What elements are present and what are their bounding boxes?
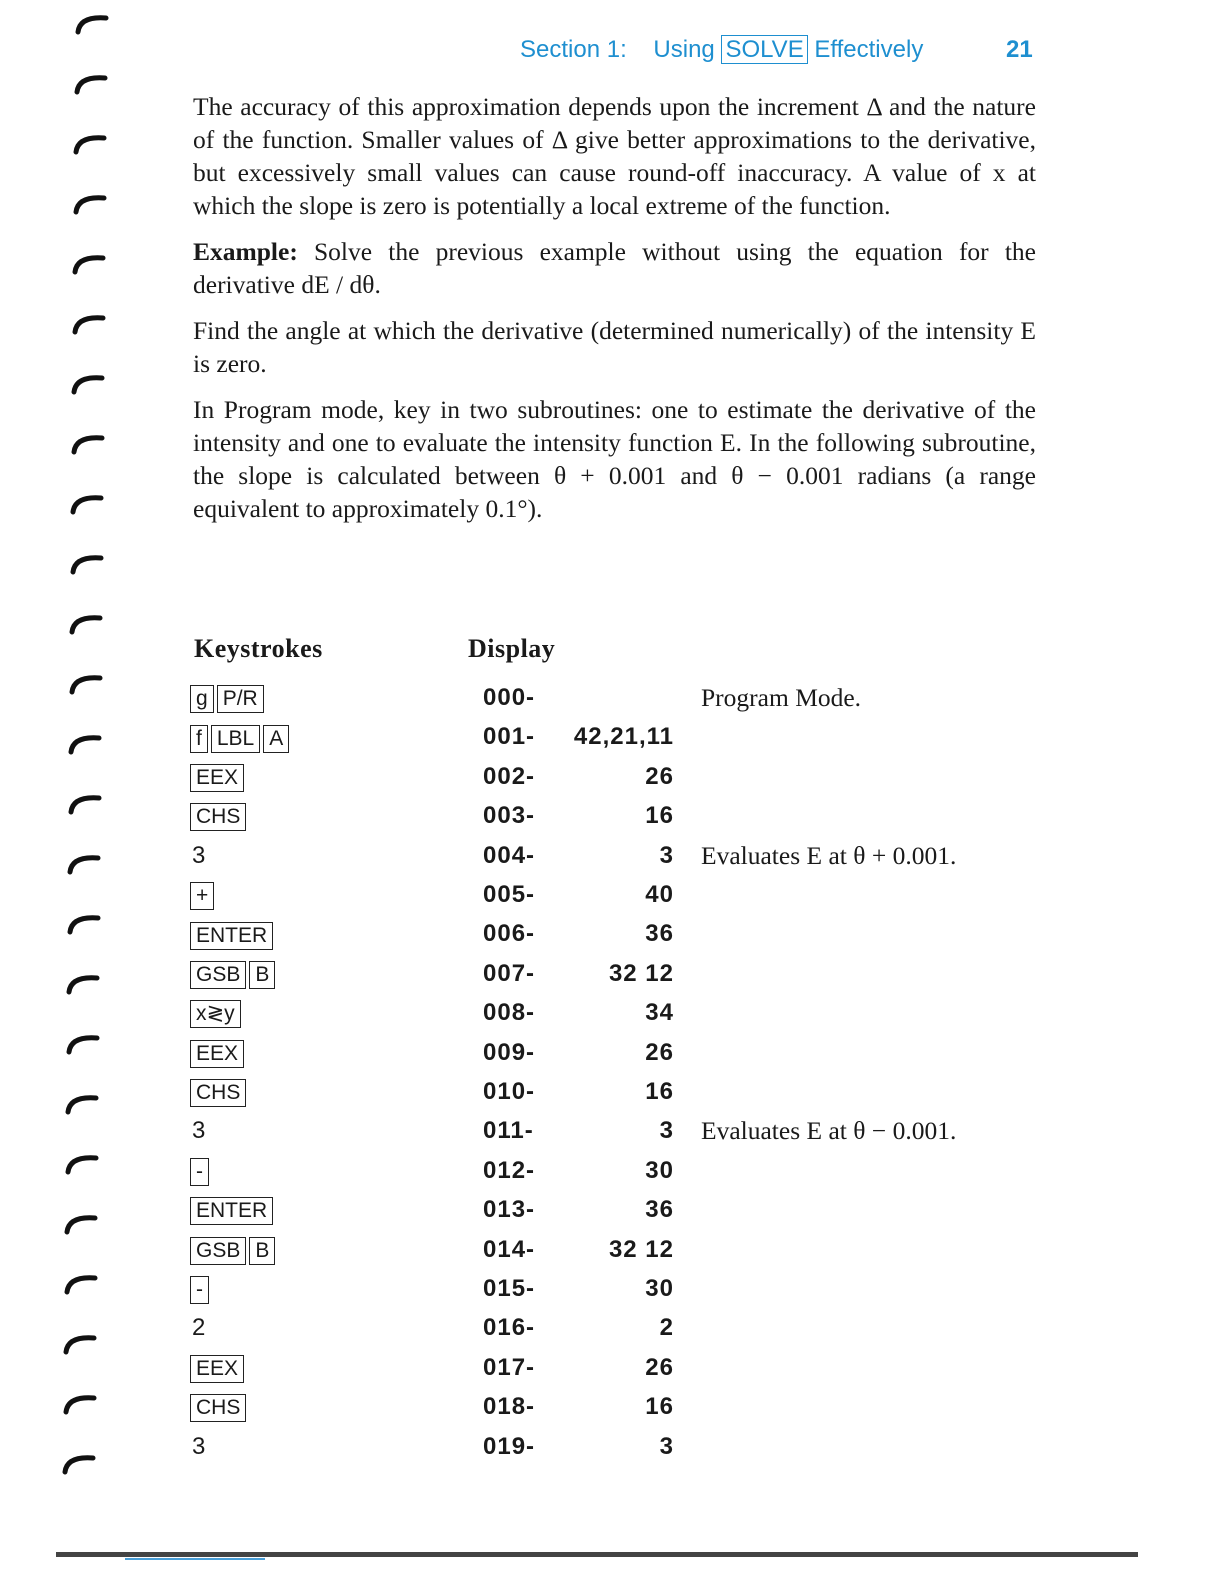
listing-row (0, 1354, 1224, 1394)
key-code: 30 (645, 1275, 674, 1302)
calculator-key: - (190, 1158, 209, 1186)
key-code: 36 (645, 1196, 674, 1224)
keystroke-cell (190, 802, 249, 831)
keystroke-cell (190, 960, 278, 989)
step-number: 010- (483, 1078, 536, 1105)
calculator-key: ENTER (190, 1197, 273, 1225)
calculator-key: CHS (190, 1394, 246, 1422)
listing-row (0, 920, 1224, 960)
digit-keystroke: 3 (192, 1117, 206, 1145)
keystroke-cell (190, 1196, 276, 1225)
header-title-after: Effectively (814, 36, 924, 63)
listing-row (0, 1236, 1224, 1276)
listing-row (0, 723, 1224, 763)
key-code: 34 (645, 999, 674, 1027)
listing-row (0, 1275, 1224, 1315)
listing-row (0, 684, 1224, 724)
digit-keystroke: 3 (192, 1432, 206, 1460)
key-code: 32 12 (608, 1235, 674, 1263)
calculator-key: LBL (211, 725, 260, 753)
keystroke-cell (190, 1275, 212, 1304)
footer-accent (125, 1558, 265, 1560)
keystrokes-heading: Keystrokes (194, 634, 323, 663)
step-number: 008- (483, 999, 536, 1027)
header-solve-key: SOLVE (721, 35, 807, 64)
paragraph-accuracy: The accuracy of this approximation depends upon the increment Δ and the nature of the function. Smaller values of Δ give better approximations to the derivative, but excessively small values can cause round-off inaccuracy. A value of x at which the slope is zero is potentially a local extreme of the function. (193, 92, 1036, 220)
step-number: 007- (483, 959, 536, 987)
key-code: 42,21,11 (573, 723, 674, 751)
listing-row (0, 881, 1224, 921)
key-code: 3 (659, 1432, 674, 1460)
listing-row (0, 1157, 1224, 1197)
key-code: 26 (645, 1038, 674, 1066)
key-code: 16 (645, 1078, 674, 1105)
display-heading: Display (468, 634, 556, 663)
keystroke-cell (190, 684, 267, 713)
key-code: 26 (645, 762, 674, 790)
listing-row (0, 1393, 1224, 1433)
step-number: 019- (483, 1432, 536, 1460)
key-code: 26 (645, 1353, 674, 1381)
key-code: 3 (659, 1117, 674, 1145)
key-code: 36 (645, 920, 674, 948)
step-number: 011- (483, 1117, 534, 1145)
digit-keystroke: 2 (192, 1314, 206, 1342)
calculator-key: EEX (190, 764, 244, 792)
keystroke-cell (190, 723, 292, 752)
step-number: 017- (483, 1353, 536, 1381)
listing-row (0, 1433, 1224, 1473)
calculator-key: B (249, 1237, 275, 1265)
calculator-key: P/R (217, 685, 264, 713)
key-code: 32 12 (608, 959, 674, 987)
calculator-key: A (263, 725, 289, 753)
listing-row (0, 999, 1224, 1039)
calculator-key: EEX (190, 1355, 244, 1383)
key-code: 3 (659, 841, 674, 869)
listing-row (0, 960, 1224, 1000)
step-number: 003- (483, 802, 536, 830)
step-number: 016- (483, 1314, 536, 1342)
calculator-key: EEX (190, 1040, 244, 1068)
keystroke-cell (190, 763, 247, 792)
footer-rule (56, 1552, 1138, 1557)
keystroke-cell (190, 1433, 205, 1461)
paragraph-program-mode: In Program mode, key in two subroutines: one to estimate the derivative of the intensity and one to evaluate the intensity function E. In the following subroutine, the slope is calculated between θ + 0.001 and θ − 0.001 radians (a range equivalent to approximately 0.1°). (193, 395, 1036, 523)
step-number: 005- (483, 881, 536, 908)
paragraph-find-angle: Find the angle at which the derivative (determined numerically) of the intensity E is zero. (193, 316, 1036, 378)
listing-row (0, 1039, 1224, 1079)
paragraph-example (193, 235, 1036, 301)
listing-row (0, 802, 1224, 842)
step-number: 014- (483, 1235, 536, 1263)
example-label: Example: (193, 237, 298, 266)
keystroke-cell (190, 881, 217, 910)
key-code: 16 (645, 1393, 674, 1421)
keystroke-cell (190, 1236, 278, 1265)
keystroke-cell (190, 1157, 212, 1186)
keystroke-cell (190, 920, 276, 949)
digit-keystroke: 3 (192, 841, 206, 869)
keystroke-cell (190, 1117, 205, 1145)
calculator-key: g (190, 685, 214, 713)
calculator-key: CHS (190, 1079, 246, 1107)
calculator-key: B (249, 961, 275, 989)
keystroke-cell (190, 1078, 249, 1107)
step-comment: Evaluates E at θ − 0.001. (701, 1116, 957, 1146)
keystroke-cell (190, 842, 205, 870)
calculator-key: + (190, 882, 214, 910)
calculator-key: - (190, 1276, 209, 1304)
key-code: 30 (645, 1156, 674, 1184)
step-comment: Program Mode. (701, 683, 862, 712)
listing-row (0, 842, 1224, 882)
listing-row (0, 1196, 1224, 1236)
listing-row (0, 763, 1224, 803)
step-number: 015- (483, 1275, 536, 1302)
calculator-key: ENTER (190, 922, 273, 950)
calculator-key: x≷y (190, 1000, 241, 1028)
page-number: 21 (1006, 36, 1033, 63)
example-text: Solve the previous example without using the equation for the derivative dE / dθ. (193, 237, 1036, 299)
keystroke-cell (190, 1393, 249, 1422)
key-code: 2 (659, 1314, 674, 1342)
listing-row (0, 1314, 1224, 1354)
key-code: 40 (645, 881, 674, 908)
keystroke-cell (190, 1039, 247, 1068)
step-number: 006- (483, 920, 536, 948)
calculator-key: GSB (190, 1237, 246, 1265)
header-title-before: Using (653, 36, 715, 63)
keystroke-cell (190, 1314, 205, 1342)
calculator-key: f (190, 725, 208, 753)
step-number: 004- (483, 841, 536, 869)
step-number: 001- (483, 723, 536, 751)
key-code: 16 (645, 802, 674, 830)
listing-row (0, 1117, 1224, 1157)
step-number: 000- (483, 684, 536, 711)
keystroke-cell (190, 999, 244, 1028)
calculator-key: GSB (190, 961, 246, 989)
listing-row (0, 1078, 1224, 1118)
calculator-key: CHS (190, 803, 246, 831)
step-comment: Evaluates E at θ + 0.001. (701, 840, 957, 870)
step-number: 002- (483, 762, 536, 790)
step-number: 009- (483, 1038, 536, 1066)
body-text (193, 90, 1036, 525)
step-number: 012- (483, 1156, 536, 1184)
step-number: 018- (483, 1393, 536, 1421)
keystroke-cell (190, 1354, 247, 1383)
running-header (520, 36, 1033, 64)
step-number: 013- (483, 1196, 536, 1224)
section-label: Section 1: (520, 36, 627, 63)
